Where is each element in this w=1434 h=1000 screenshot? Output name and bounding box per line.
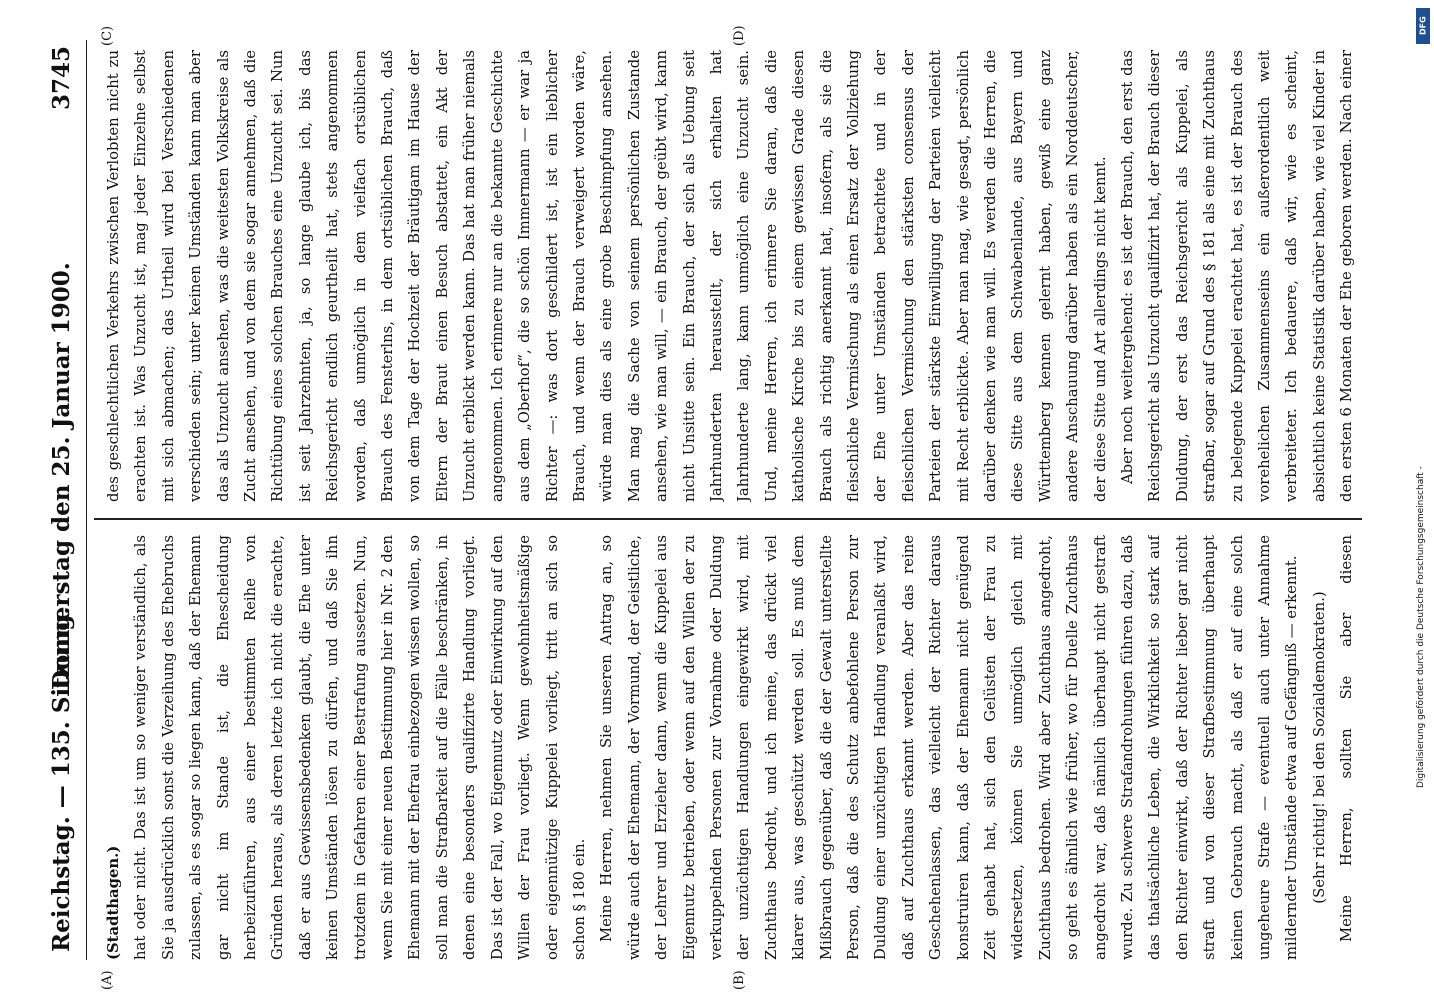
paragraph: Meine Herren, sollten Sie aber diesen — [1338, 535, 1356, 942]
dfg-logo: DFG — [1416, 8, 1430, 44]
paragraph: Meine Herren, nehmen Sie unseren Antrag an, so würde auch der Ehemann, der Vormund, der Geistliche, der Lehrer und Erzieher dann, wenn die Kuppelei aus Eigennutz betrieben, oder wenn auf den Willen der zu verkuppelnden Personen zur Vornahme oder Duldung der unzüchtigen Handlungen eingewirkt wird, mit Zuchthaus bedroht, und ich meine, das drückt viel klarer aus, was geschützt werden soll. Es muß dem Mißbrauch gegenüber, daß die der Gewalt unterstellte Person, daß die des Schutz anbefohlene Person zur Duldung einer unzüchtigen Handlung veranlaßt wird, daß auf Zuchthaus erkannt werden. Aber das reine Geschehenlassen, das vielleicht der Richter daraus konstruiren kann, daß der Ehemann nicht genügend Zeit gehabt hat, sich den Gelüsten der Frau zu widersetzen, können Sie unmöglich gleich mit Zuchthaus bedrohen. Wird aber Zuchthaus angedroht, so geht es ähnlich wie früher, wo für Duelle Zuchthaus angedroht war, daß nämlich überhaupt nicht gestraft wurde. Zu schwere Strafandrohungen führen dazu, daß das thatsächliche Leben, die Wirklichkeit so stark auf den Richter einwirkt, daß der Richter lieber gar nicht straft und von dieser Strafbestimmung überhaupt keinen Gebrauch macht, als daß er auf eine solch ungeheure Strafe — eventuell auch unter Annahme mildernder Umstände etwa auf Gefängniß — erkennt. — [598, 535, 1301, 960]
speaker-label: (Stadthagen.) — [105, 845, 122, 960]
digitization-note — [1416, 8, 1432, 992]
header-date: Donnerstag den 25. Januar 1900. — [48, 262, 75, 690]
text-column-left — [100, 535, 1360, 960]
interjection: (Sehr richtig! bei den Sozialdemokraten.) — [1310, 591, 1328, 904]
page-header — [42, 40, 87, 960]
text-column-right — [100, 50, 1360, 502]
rotated-page — [42, 25, 1377, 990]
column-divider — [94, 519, 1362, 521]
page-number: 3745 — [48, 46, 75, 111]
margin-mark-c: (C) — [100, 25, 115, 46]
paragraph: hat oder nicht. Das ist um so weniger verständlich, als Sie ja ausdrücklich sonst die Verzeihung des Ehebruchs zulassen, als es sogar so liegen kann, daß der Ehemann gar nicht im Stande ist, die Ehescheidung herbeizuführen, aus einer bestimmten Reihe von Gründen heraus, als deren letzte ich nicht die erachte, daß er aus Gewissensbedenken glaubt, die Ehe unter keinen Umständen lösen zu dürfen, und daß Sie ihn trotzdem in Gefahren einer Bestrafung aussetzen. Nun, wenn Sie mit einer neuen Bestimmung hier in Nr. 2 den Ehemann mit der Ehefrau einbezogen wissen wollen, so soll man die Strafbarkeit auf die Fälle beschränken, in denen eine besonders qualifizirte Handlung vorliegt. Das ist der Fall, wo Eigennutz oder Einwirkung auf den Willen der Frau vorliegt. Wenn gewohnheitsmäßige oder eigennützige Kuppelei vorliegt, tritt an sich so schon § 180 ein. — [132, 535, 588, 960]
margin-mark-a: (A) — [100, 970, 115, 990]
header-session: Reichstag. — 135. Sitzung. — [48, 606, 75, 952]
dfg-credit-text: Digitalisierung gefördert durch die Deutsche Forschungsgemeinschaft - — [1416, 466, 1426, 788]
margin-mark-b: (B) — [732, 970, 747, 990]
margin-mark-d: (D) — [732, 25, 747, 46]
paragraph: Aber noch weitergehend: es ist der Brauch, den erst das Reichsgericht als Unzucht qualifizirt hat, der Brauch dieser Duldung, der erst das Reichsgericht als Kuppelei, als strafbar, sogar auf Grund des § 181 als eine mit Zuchthaus zu belegende Kuppelei erachtet hat, es ist der Brauch des vorehelichen Zusammenseins ein außerordentlich weit verbreiteter. Ich bedauere, daß wir, wie es scheint, absichtlich keine Statistik darüber haben, wie viel Kinder in den ersten 6 Monaten der Ehe geboren werden. Nach einer — [1119, 50, 1356, 502]
paragraph: des geschlechtlichen Verkehrs zwischen Verlobten nicht zu erachten ist. Was Unzucht ist, mag jeder Einzelne selbst mit sich abmachen; das Urtheil wird bei Verschiedenen verschieden sein; unter keinen Umständen kann man aber das als Unzucht ansehen, was die weitesten Volkskreise als Zucht ansehen, und von dem sie sogar annehmen, daß die Richtübung eines solchen Brauches eine Unzucht sei. Nun ist seit Jahrzehnten, ja, so lange glaube ich, bis das Reichsgericht endlich geurtheilt hat, stets angenommen worden, daß unmöglich in dem vielfach ortsüblichen Brauch des Fensterlns, in dem ortsüblichen Brauch, daß von dem Tage der Hochzeit der Bräutigam im Hause der Eltern der Braut einen Besuch abstattet, ein Akt der Unzucht erblickt werden kann. Das hat man früher niemals angenommen. Ich erinnere nur an die bekannte Geschichte aus dem „Oberhof“, die so schön Immermann — er war ja Richter —: was dort geschildert ist, ist ein lieblicher Brauch, und wenn der Brauch verweigert worden wäre, würde man dies als eine grobe Beschimpfung ansehen. Man mag die Sache von seinem persönlichen Zustande ansehen, wie man will, — ein Brauch, der geübt wird, kann nicht Unsitte sein. Ein Brauch, der sich als Uebung seit Jahrhunderten herausstellt, der sich erhalten hat Jahrhunderte lang, kann unmöglich eine Unzucht sein. Und, meine Herren, ich erinnere Sie daran, daß die katholische Kirche bis zu einem gewissen Grade diesen Brauch als richtig anerkannt hat, insofern, als sie die fleischliche Vermischung als einen Ersatz der Vollziehung der Ehe unter Umständen betrachtete und in der fleischlichen Vermischung den stärksten consensus der Parteien der stärkste Einwilligung der Parteien vielleicht mit Recht erblickte. Aber man mag, wie gesagt, persönlich darüber denken wie man will. Es werden die Herren, die diese Sitte aus dem Schwabenlande, aus Bayern und Württemberg kennen gelernt haben, gewiß eine ganz andere Anschauung darüber haben als ein Norddeutscher, der diese Sitte und Art allerdings nicht kennt. — [105, 50, 1109, 502]
